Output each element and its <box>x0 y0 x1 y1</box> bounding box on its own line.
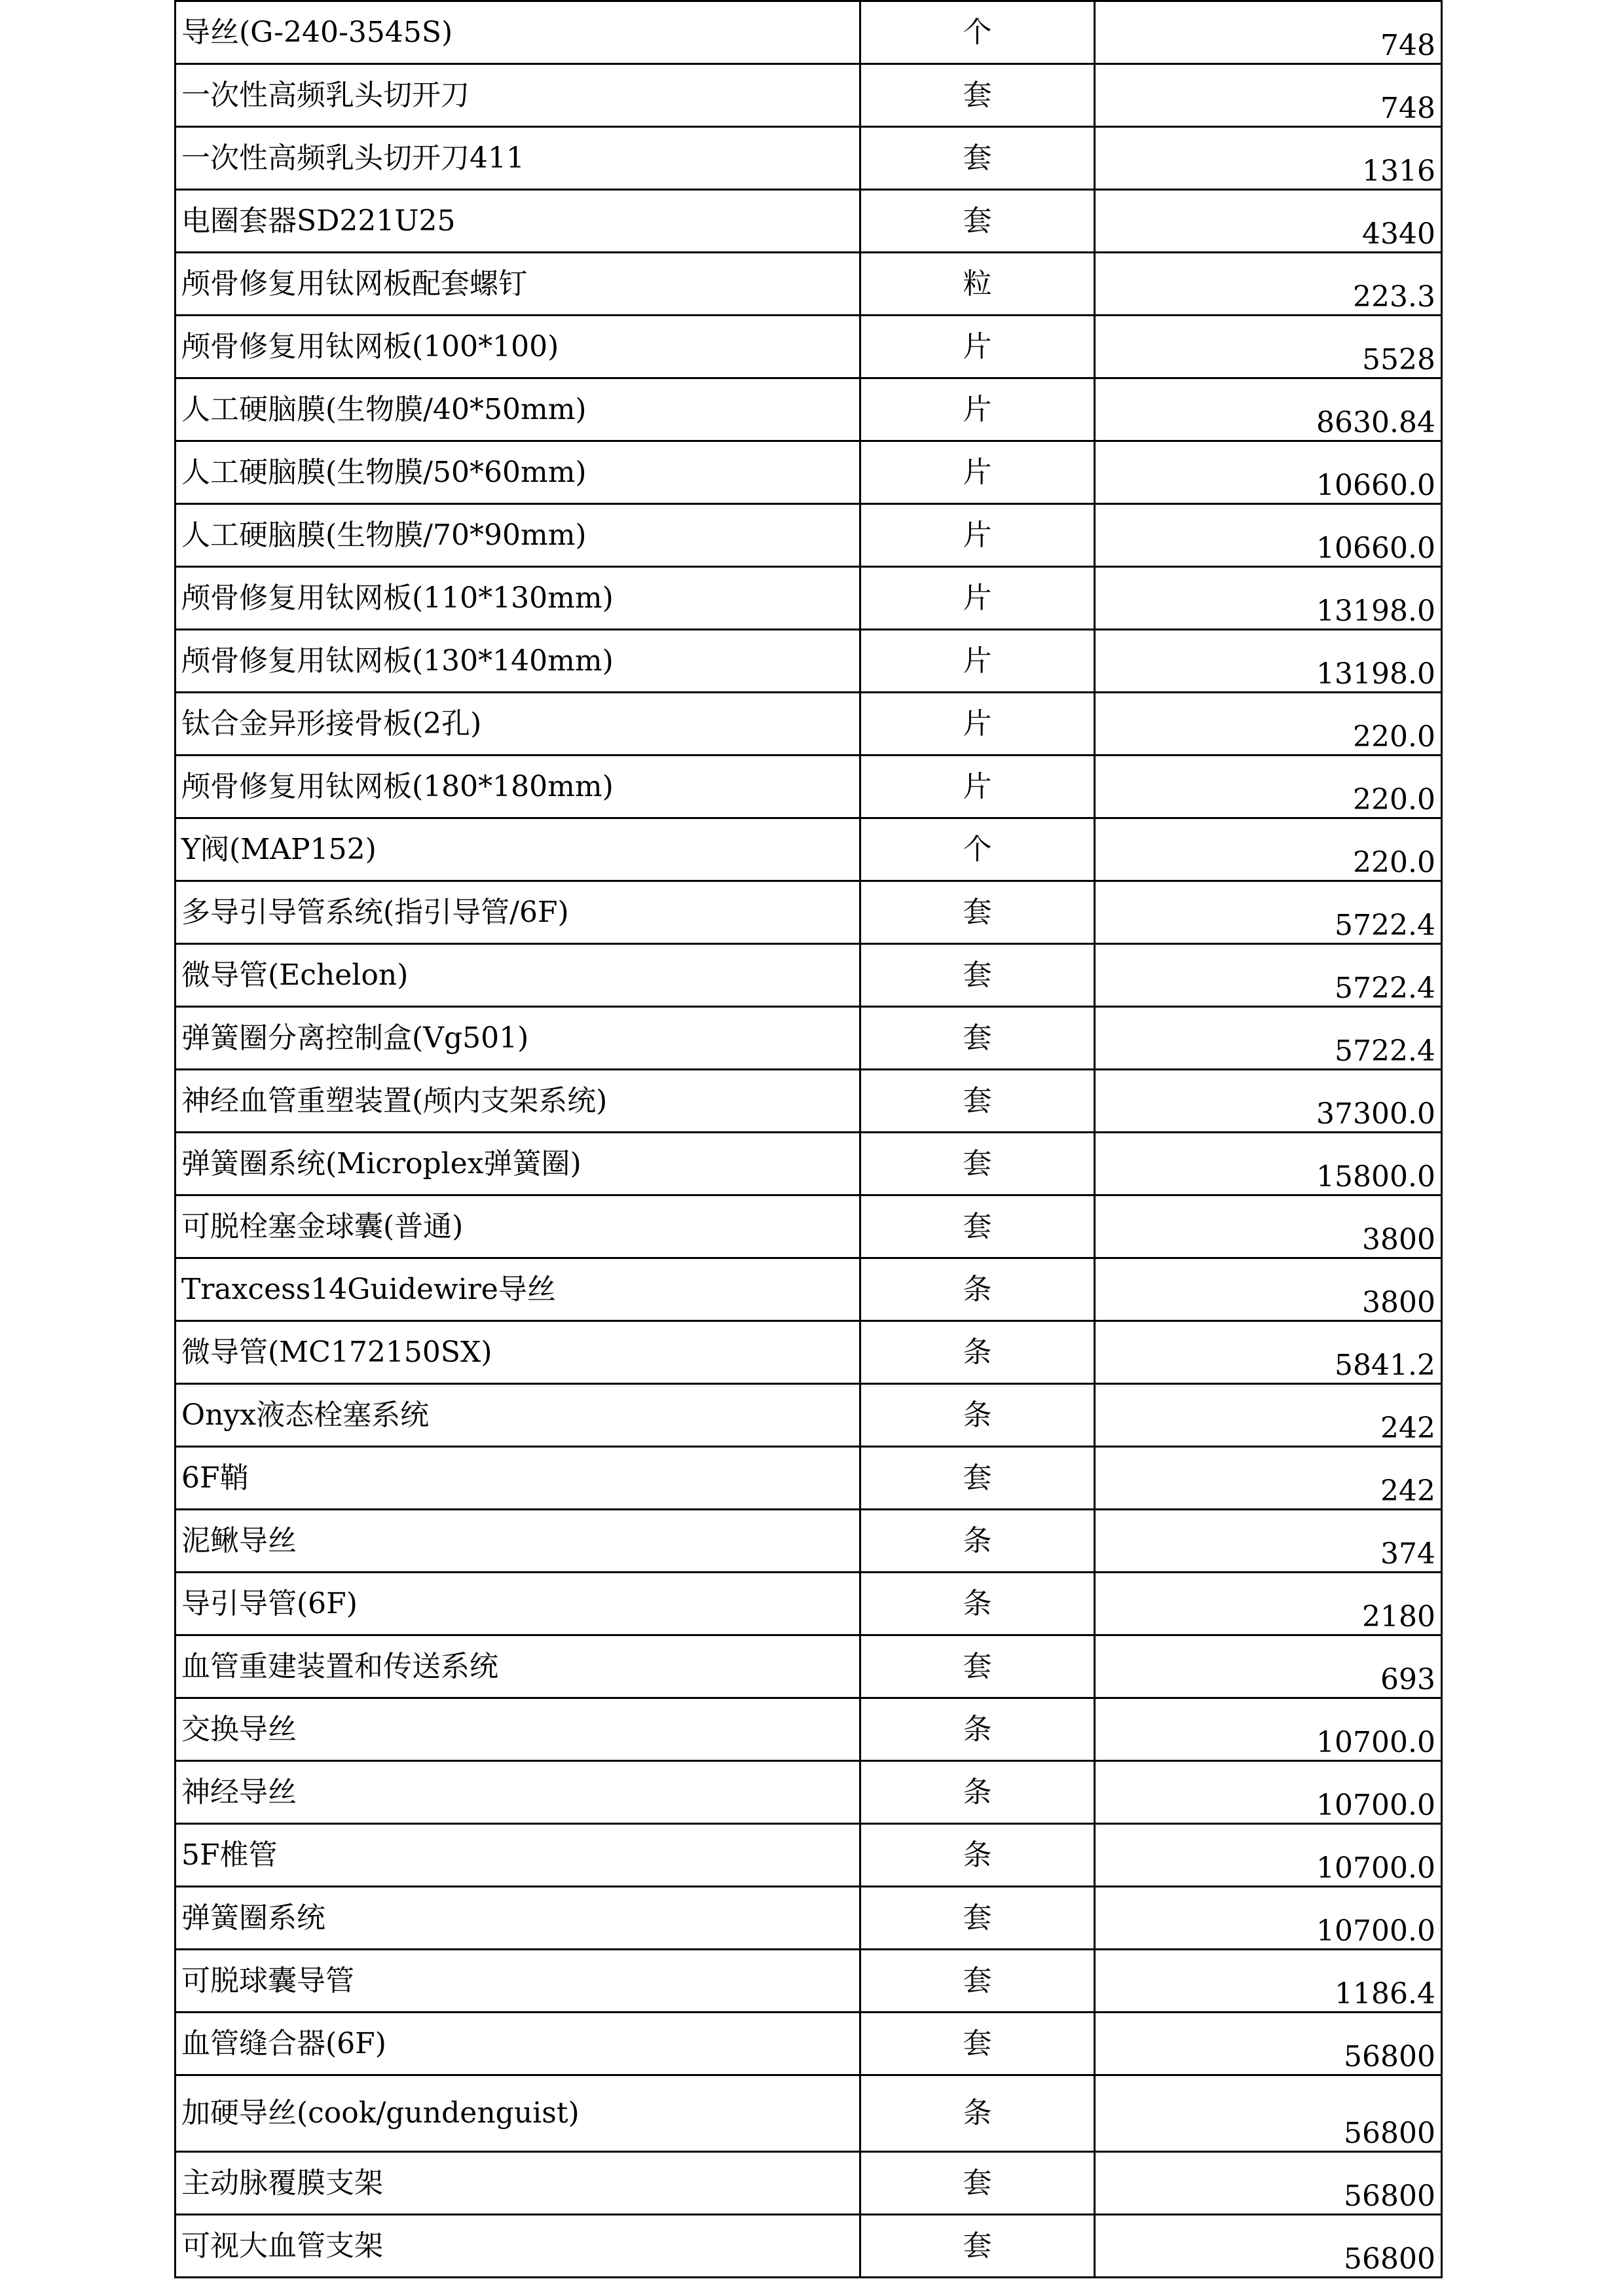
unit-cell: 套 <box>860 1447 1095 1510</box>
table-row <box>175 2075 1442 2152</box>
item-name-cell: 神经血管重塑装置(颅内支架系统) <box>175 1070 860 1133</box>
price-cell: 15800.0 <box>1095 1133 1442 1195</box>
price-cell: 5722.4 <box>1095 881 1442 944</box>
table-row <box>175 1447 1442 1510</box>
item-name-cell: 电圈套器SD221U25 <box>175 190 860 253</box>
table-row <box>175 378 1442 441</box>
item-name-cell: 一次性高频乳头切开刀411 <box>175 127 860 190</box>
table-row <box>175 567 1442 630</box>
price-cell: 1316 <box>1095 127 1442 190</box>
item-name-cell: 人工硬脑膜(生物膜/40*50mm) <box>175 378 860 441</box>
table-row <box>175 504 1442 567</box>
item-name-cell: 6F鞘 <box>175 1447 860 1510</box>
item-name-cell: 人工硬脑膜(生物膜/50*60mm) <box>175 441 860 504</box>
unit-cell: 条 <box>860 1510 1095 1573</box>
item-name-cell: 钛合金异形接骨板(2孔) <box>175 693 860 756</box>
price-cell: 56800 <box>1095 2013 1442 2075</box>
item-name-cell: 主动脉覆膜支架 <box>175 2152 860 2215</box>
unit-cell: 套 <box>860 1950 1095 2013</box>
price-cell: 56800 <box>1095 2075 1442 2152</box>
item-name-cell: 多导引导管系统(指引导管/6F) <box>175 881 860 944</box>
price-cell: 693 <box>1095 1635 1442 1698</box>
unit-cell: 条 <box>860 1761 1095 1824</box>
unit-cell: 条 <box>860 1321 1095 1384</box>
item-name-cell: 颅骨修复用钛网板(100*100) <box>175 316 860 378</box>
item-name-cell: 5F椎管 <box>175 1824 860 1887</box>
price-cell: 5722.4 <box>1095 1007 1442 1070</box>
item-name-cell: 弹簧圈分离控制盒(Vg501) <box>175 1007 860 1070</box>
price-cell: 220.0 <box>1095 693 1442 756</box>
unit-cell: 套 <box>860 127 1095 190</box>
table-row <box>175 441 1442 504</box>
item-name-cell: 弹簧圈系统 <box>175 1887 860 1950</box>
price-cell: 5841.2 <box>1095 1321 1442 1384</box>
unit-cell: 片 <box>860 693 1095 756</box>
table-row <box>175 1510 1442 1573</box>
unit-cell: 套 <box>860 64 1095 127</box>
unit-cell: 个 <box>860 1 1095 64</box>
unit-cell: 条 <box>860 1698 1095 1761</box>
unit-cell: 个 <box>860 818 1095 881</box>
unit-cell: 套 <box>860 1195 1095 1258</box>
unit-cell: 片 <box>860 378 1095 441</box>
unit-cell: 套 <box>860 1133 1095 1195</box>
table-row <box>175 1698 1442 1761</box>
price-cell: 3800 <box>1095 1258 1442 1321</box>
table-row <box>175 1133 1442 1195</box>
item-name-cell: 颅骨修复用钛网板(110*130mm) <box>175 567 860 630</box>
table-row <box>175 1195 1442 1258</box>
price-cell: 374 <box>1095 1510 1442 1573</box>
unit-cell: 套 <box>860 2215 1095 2278</box>
price-cell: 13198.0 <box>1095 567 1442 630</box>
unit-cell: 片 <box>860 316 1095 378</box>
unit-cell: 套 <box>860 1635 1095 1698</box>
table-row <box>175 1950 1442 2013</box>
price-cell: 10700.0 <box>1095 1761 1442 1824</box>
item-name-cell: 一次性高频乳头切开刀 <box>175 64 860 127</box>
price-cell: 56800 <box>1095 2152 1442 2215</box>
table-row <box>175 881 1442 944</box>
unit-cell: 套 <box>860 190 1095 253</box>
item-name-cell: 神经导丝 <box>175 1761 860 1824</box>
unit-cell: 片 <box>860 441 1095 504</box>
item-name-cell: 可脱栓塞金球囊(普通) <box>175 1195 860 1258</box>
price-cell: 10700.0 <box>1095 1698 1442 1761</box>
table-row <box>175 127 1442 190</box>
item-name-cell: 血管重建装置和传送系统 <box>175 1635 860 1698</box>
price-cell: 242 <box>1095 1447 1442 1510</box>
item-name-cell: 泥鳅导丝 <box>175 1510 860 1573</box>
table-row <box>175 1321 1442 1384</box>
price-cell: 10700.0 <box>1095 1887 1442 1950</box>
unit-cell: 片 <box>860 567 1095 630</box>
unit-cell: 套 <box>860 2152 1095 2215</box>
table-row <box>175 1 1442 64</box>
item-name-cell: 弹簧圈系统(Microplex弹簧圈) <box>175 1133 860 1195</box>
table-row <box>175 1761 1442 1824</box>
item-name-cell: 加硬导丝(cook/gundenguist) <box>175 2075 860 2152</box>
table-row <box>175 944 1442 1007</box>
unit-cell: 条 <box>860 1824 1095 1887</box>
table-body <box>175 1 1442 2278</box>
price-cell: 10700.0 <box>1095 1824 1442 1887</box>
table-row <box>175 64 1442 127</box>
unit-cell: 片 <box>860 630 1095 693</box>
unit-cell: 条 <box>860 2075 1095 2152</box>
price-cell: 1186.4 <box>1095 1950 1442 2013</box>
price-cell: 10660.0 <box>1095 441 1442 504</box>
unit-cell: 套 <box>860 1887 1095 1950</box>
item-name-cell: 可脱球囊导管 <box>175 1950 860 2013</box>
price-cell: 748 <box>1095 1 1442 64</box>
table-row <box>175 1635 1442 1698</box>
price-cell: 4340 <box>1095 190 1442 253</box>
table-row <box>175 2013 1442 2075</box>
table-row <box>175 316 1442 378</box>
table-row <box>175 1007 1442 1070</box>
item-name-cell: 颅骨修复用钛网板配套螺钉 <box>175 253 860 316</box>
price-cell: 5528 <box>1095 316 1442 378</box>
item-name-cell: 微导管(Echelon) <box>175 944 860 1007</box>
price-cell: 3800 <box>1095 1195 1442 1258</box>
table-row <box>175 1824 1442 1887</box>
table-row <box>175 1258 1442 1321</box>
item-name-cell: 导丝(G-240-3545S) <box>175 1 860 64</box>
price-cell: 10660.0 <box>1095 504 1442 567</box>
item-name-cell: 血管缝合器(6F) <box>175 2013 860 2075</box>
price-table <box>174 0 1443 2278</box>
price-cell: 223.3 <box>1095 253 1442 316</box>
table-row <box>175 1070 1442 1133</box>
table-row <box>175 1384 1442 1447</box>
table-row <box>175 818 1442 881</box>
table-row <box>175 1573 1442 1635</box>
price-cell: 37300.0 <box>1095 1070 1442 1133</box>
price-cell: 8630.84 <box>1095 378 1442 441</box>
table-row <box>175 190 1442 253</box>
price-cell: 748 <box>1095 64 1442 127</box>
item-name-cell: 人工硬脑膜(生物膜/70*90mm) <box>175 504 860 567</box>
price-cell: 56800 <box>1095 2215 1442 2278</box>
item-name-cell: Onyx液态栓塞系统 <box>175 1384 860 1447</box>
item-name-cell: Traxcess14Guidewire导丝 <box>175 1258 860 1321</box>
table-row <box>175 693 1442 756</box>
unit-cell: 片 <box>860 756 1095 818</box>
unit-cell: 片 <box>860 504 1095 567</box>
price-cell: 5722.4 <box>1095 944 1442 1007</box>
item-name-cell: 交换导丝 <box>175 1698 860 1761</box>
table-row <box>175 253 1442 316</box>
unit-cell: 套 <box>860 1007 1095 1070</box>
price-cell: 242 <box>1095 1384 1442 1447</box>
unit-cell: 粒 <box>860 253 1095 316</box>
unit-cell: 套 <box>860 944 1095 1007</box>
item-name-cell: 微导管(MC172150SX) <box>175 1321 860 1384</box>
table-row <box>175 630 1442 693</box>
item-name-cell: 颅骨修复用钛网板(130*140mm) <box>175 630 860 693</box>
unit-cell: 条 <box>860 1258 1095 1321</box>
price-cell: 13198.0 <box>1095 630 1442 693</box>
price-cell: 220.0 <box>1095 818 1442 881</box>
unit-cell: 套 <box>860 2013 1095 2075</box>
unit-cell: 条 <box>860 1384 1095 1447</box>
price-cell: 2180 <box>1095 1573 1442 1635</box>
table-row <box>175 2215 1442 2278</box>
unit-cell: 套 <box>860 1070 1095 1133</box>
item-name-cell: 颅骨修复用钛网板(180*180mm) <box>175 756 860 818</box>
item-name-cell: 可视大血管支架 <box>175 2215 860 2278</box>
table-row <box>175 2152 1442 2215</box>
table-row <box>175 1887 1442 1950</box>
unit-cell: 套 <box>860 881 1095 944</box>
price-cell: 220.0 <box>1095 756 1442 818</box>
item-name-cell: 导引导管(6F) <box>175 1573 860 1635</box>
item-name-cell: Y阀(MAP152) <box>175 818 860 881</box>
unit-cell: 条 <box>860 1573 1095 1635</box>
table-row <box>175 756 1442 818</box>
